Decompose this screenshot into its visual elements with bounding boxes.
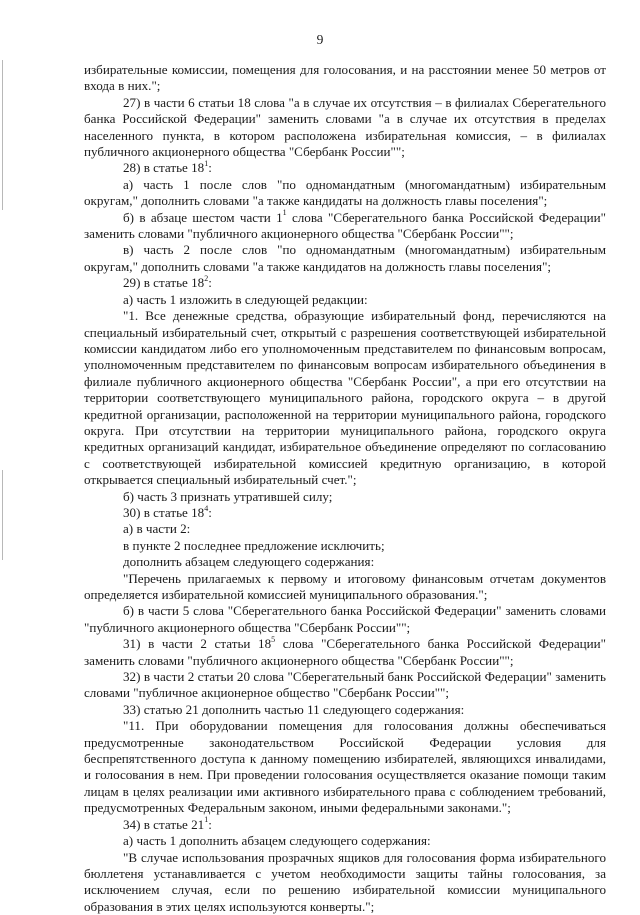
superscript: 1 [204,815,208,824]
paragraph [84,817,606,833]
paragraph-text: 33) статью 21 дополнить частью 11 следующего содержания: [123,702,464,717]
paragraph-text: б) в части 5 слова "Сберегательного банка Российской Федерации" заменить словами "публичного акционерного общества "Сбербанк России""; [84,603,606,634]
paragraph-tail: : [208,505,212,520]
paragraph-text: "Перечень прилагаемых к первому и итоговому финансовым отчетам документов определяется избирательной комиссией муниципального образования."; [84,571,606,602]
paragraph-text: 34) в статье 21 [123,817,204,832]
paragraph-text: 30) в статье 18 [123,505,204,520]
paragraph-text: в пункте 2 последнее предложение исключить; [123,538,385,553]
paragraph-text: а) часть 1 после слов "по одномандатным (многомандатным) избирательным округам," дополнить словами "а также кандидаты на должность главы поселения"; [84,177,606,208]
paragraph [84,554,606,570]
paragraph [84,242,606,275]
paragraph [84,850,606,915]
paragraph-text: "11. При оборудовании помещения для голосования должны обеспечиваться предусмотренные законодательством Российской Федерации условия для беспрепятственного доступа к данному помещению избирателей, являющихся инвалидами, и голосования в нем. При проведении голосования осуществляется оказание помощи таким лицам в целях реализации ими активного избирательного права с соблюдением требований, предусмотренных Федеральным законом, иными федеральными законами."; [84,718,606,815]
paragraph-text: избирательные комиссии, помещения для голосования, и на расстоянии менее 50 метров от входа в них."; [84,62,606,93]
scan-edge-mark [2,470,3,560]
paragraph-text: б) в абзаце шестом части 1 [123,210,283,225]
paragraph [84,177,606,210]
paragraph [84,160,606,176]
page-number: 9 [0,32,640,48]
paragraph-text: 29) в статье 18 [123,275,204,290]
scan-edge-mark [2,60,3,210]
paragraph-tail: слова "Сберегательного банка Российской Федерации" заменить словами "публичного акционерного общества "Сбербанк России""; [84,210,606,241]
paragraph [84,275,606,291]
paragraph [84,669,606,702]
superscript: 4 [204,504,208,513]
paragraph-text: дополнить абзацем следующего содержания: [123,554,374,569]
paragraph-text: 31) в части 2 статьи 18 [123,636,271,651]
document-body [84,62,606,915]
superscript: 5 [271,635,275,644]
paragraph [84,210,606,243]
paragraph-text: а) в части 2: [123,521,190,536]
paragraph [84,636,606,669]
superscript: 1 [204,159,208,168]
paragraph [84,538,606,554]
paragraph [84,702,606,718]
paragraph-tail: : [208,275,212,290]
paragraph [84,489,606,505]
paragraph [84,833,606,849]
superscript: 2 [204,274,208,283]
paragraph-tail: слова "Сберегательного банка Российской Федерации" заменить словами "публичного акционерного общества "Сбербанк России""; [84,636,606,667]
paragraph [84,62,606,95]
paragraph-text: а) часть 1 дополнить абзацем следующего содержания: [123,833,431,848]
paragraph-text: 28) в статье 18 [123,160,204,175]
paragraph-tail: : [208,817,212,832]
paragraph [84,292,606,308]
paragraph [84,603,606,636]
paragraph-text: 27) в части 6 статьи 18 слова "а в случае их отсутствия – в филиалах Сберегательного банка Российской Федерации" заменить словами "а в случае их отсутствия в пределах населенного пункта, в котором расположена избирательная комиссия, – в филиалах публичного акционерного общества "Сбербанк России""; [84,95,606,159]
superscript: 1 [283,208,287,217]
paragraph-text: б) часть 3 признать утратившей силу; [123,489,332,504]
paragraph-text: "В случае использования прозрачных ящиков для голосования форма избирательного бюллетеня устанавливается с учетом необходимости защиты тайны голосования, за исключением случая, если по решению избирательной комиссии муниципального образования в этих целях используются конверты."; [84,850,606,914]
paragraph-text: "1. Все денежные средства, образующие избирательный фонд, перечисляются на специальный избирательный счет, открытый с разрешения соответствующей избирательной комиссии кандидатом либо его уполномоченным представителем по финансовым вопросам, уполномоченным представителем по финансовым вопросам избирательного объединения в филиале публичного акционерного общества "Сбербанк России", а при его отсутствии на территории соответствующего муниципального района, городского округа – в другой кредитной организации, расположенной на территории муниципального района, городского округа. При отсутствии на территории муниципального района, городского округа кредитных организаций кандидат, избирательное объединение определяют по согласованию с соответствующей избирательной комиссией кредитную организацию, в которой открывается специальный избирательный счет."; [84,308,606,487]
paragraph [84,718,606,816]
paragraph-text: а) часть 1 изложить в следующей редакции: [123,292,368,307]
paragraph-tail: : [208,160,212,175]
paragraph-text: 32) в части 2 статьи 20 слова "Сберегательный банк Российской Федерации" заменить словами "публичное акционерное общество "Сбербанк России""; [84,669,606,700]
paragraph [84,308,606,488]
paragraph [84,505,606,521]
paragraph-text: в) часть 2 после слов "по одномандатным (многомандатным) избирательным округам," дополнить словами "а также кандидатов на должность главы поселения"; [84,242,606,273]
paragraph [84,95,606,161]
paragraph [84,571,606,604]
paragraph [84,521,606,537]
